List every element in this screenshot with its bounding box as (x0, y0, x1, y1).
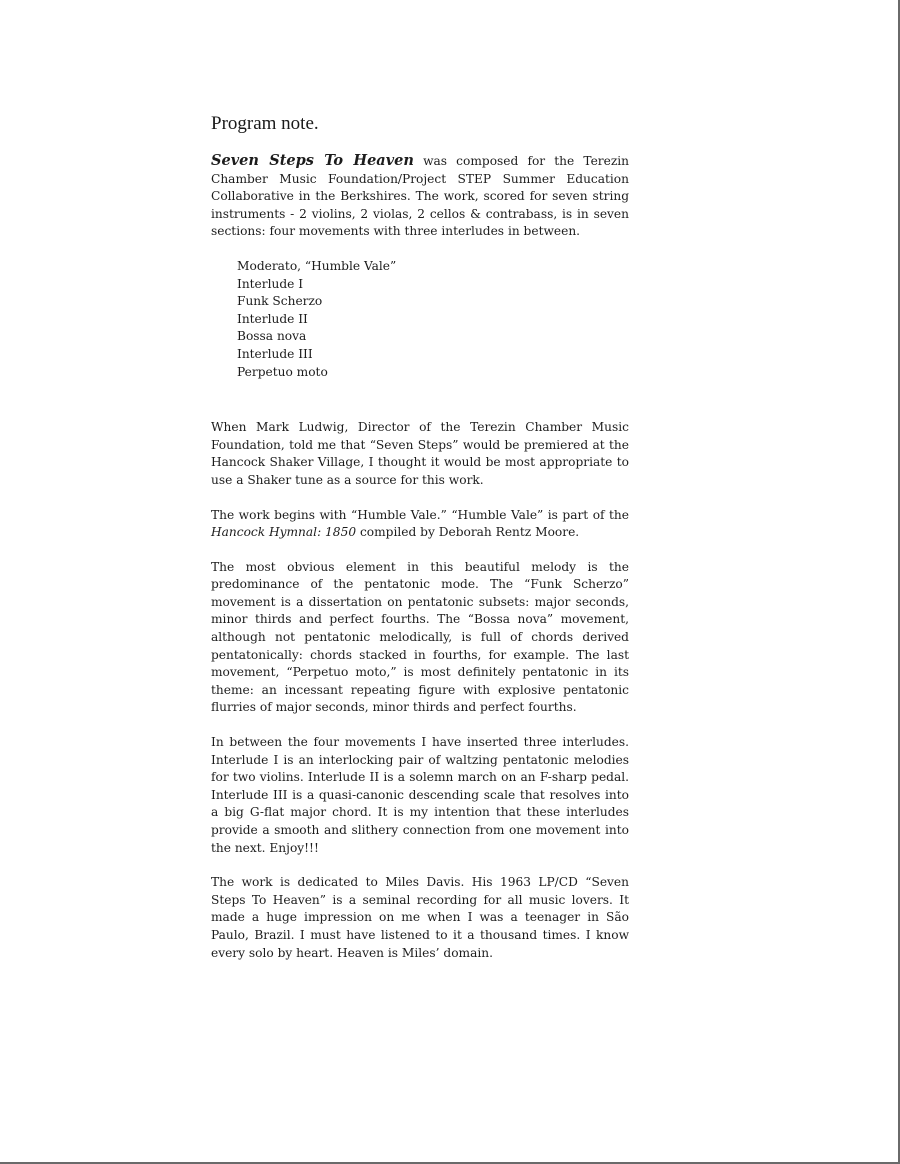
list-item: Bossa nova (237, 329, 307, 344)
list-item: Funk Scherzo (237, 294, 323, 309)
hymnal-title: Hancock Hymnal: 1850 (211, 525, 357, 540)
pentatonic-paragraph: The most obvious element in this beautiful melody is the predominance of the pentatonic mode. The “Funk Scherzo” movement is a dissertation on pentatonic subsets: major seconds, minor thirds and perfect fourths. The “Bossa nova” movement, although not pentatonic melodically, is full of chords derived pentatonically: chords stacked in fourths, for example. The last movement, “Perpetuo moto,” is most definitely pentatonic in its theme: an incessant repeating figure with explosive pentatonic flurries of major seconds, minor thirds and perfect fourths. (211, 559, 629, 715)
list-item: Interlude I (237, 276, 304, 291)
begins-text-after: compiled by Deborah Rentz Moore. (356, 525, 580, 540)
interludes-paragraph: In between the four movements I have inserted three interludes. Interlude I is an interlocking pair of waltzing pentatonic melodies for two violins. Interlude II is a solemn march on an F-sharp pedal. Interlude III is a quasi-canonic descending scale that resolves into a big G-flat major chord. It is my intention that these interludes provide a smooth and slithery connection from one movement into the next. Enjoy!!! (211, 735, 629, 855)
work-title: Seven Steps To Heaven (211, 152, 414, 169)
list-item: Perpetuo moto (237, 364, 328, 379)
begins-paragraph (211, 507, 629, 542)
ludwig-paragraph: When Mark Ludwig, Director of the Terezin Chamber Music Foundation, told me that “Seven Steps” would be premiered at the Hancock Shaker Village, I thought it would be most appropriate to use a Shaker tune as a source for this work. (211, 420, 629, 487)
list-item: Interlude II (237, 311, 308, 326)
list-item: Interlude III (237, 346, 313, 361)
intro-paragraph (211, 152, 629, 241)
page-title: Program note. (211, 113, 319, 134)
list-item: Moderato, “Humble Vale” (237, 258, 397, 273)
program-note (211, 112, 629, 979)
sections-list (237, 258, 629, 381)
intro-text: was composed for the Terezin Chamber Music Foundation/Project STEP Summer Education Collaborative in the Berkshires. The work, scored for seven string instruments - 2 violins, 2 violas, 2 cellos & contrabass, is in seven sections: four movements with three interludes in between. (211, 154, 630, 239)
dedication-paragraph: The work is dedicated to Miles Davis. His 1963 LP/CD “Seven Steps To Heaven” is a seminal recording for all music lovers. It made a huge impression on me when I was a teenager in São Paulo, Brazil. I must have listened to it a thousand times. I know every solo by heart. Heaven is Miles’ domain. (211, 875, 629, 960)
begins-text: The work begins with “Humble Vale.” “Humble Vale” is part of the (211, 507, 629, 522)
